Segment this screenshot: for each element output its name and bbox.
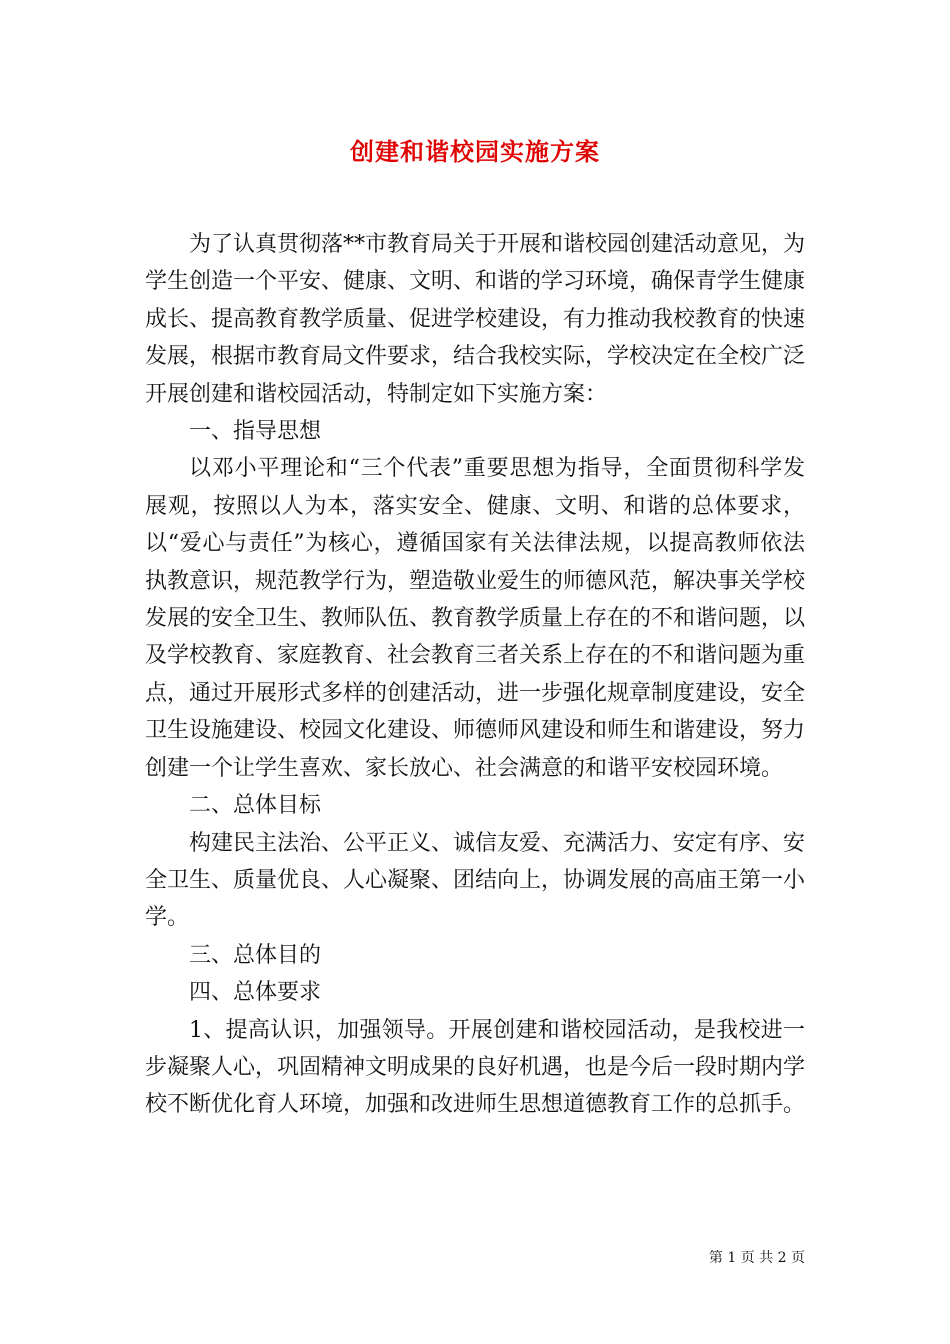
section-2-heading: 二、总体目标 bbox=[189, 793, 322, 819]
section-4-heading: 四、总体要求 bbox=[189, 980, 322, 1006]
section-1-paragraph: 以邓小平理论和“三个代表”重要思想为指导，全面贯彻科学发展观，按照以人为本，落实安全、健康、文明、和谐的总体要求，以“爱心与责任”为核心，遵循国家有关法律法规，以提高教师依法执教意识，规范教学行为，塑造敬业爱生的师德风范，解决事关学校发展的安全卫生、教师队伍、教育教学质量上存在的不和谐问题，以及学校教育、家庭教育、社会教育三者关系上存在的不和谐问题为重点，通过开展形式多样的创建活动，进一步强化规章制度建设，安全卫生设施建设、校园文化建设、师德师风建设和师生和谐建设，努力创建一个让学生喜欢、家长放心、社会满意的和谐平安校园环境。 bbox=[145, 456, 806, 781]
section-2-paragraph: 构建民主法治、公平正义、诚信友爱、充满活力、安定有序、安全卫生、质量优良、人心凝聚、团结向上，协调发展的高庙王第一小学。 bbox=[145, 830, 806, 931]
page-number-footer: 第 1 页 共 2 页 bbox=[708, 1250, 805, 1266]
document-title: 创建和谐校园实施方案 bbox=[350, 137, 600, 166]
section-4-item-1-paragraph: 1、提高认识，加强领导。开展创建和谐校园活动，是我校进一步凝聚人心，巩固精神文明成果的良好机遇，也是今后一段时期内学校不断优化育人环境，加强和改进师生思想道德教育工作的总抓手。 bbox=[145, 1017, 806, 1118]
intro-paragraph: 为了认真贯彻落**市教育局关于开展和谐校园创建活动意见，为学生创造一个平安、健康、文明、和谐的学习环境，确保青学生健康成长、提高教育教学质量、促进学校建设，有力推动我校教育的快速发展，根据市教育局文件要求，结合我校实际，学校决定在全校广泛开展创建和谐校园活动，特制定如下实施方案： bbox=[145, 232, 806, 407]
document-body bbox=[145, 226, 805, 1124]
section-1-heading: 一、指导思想 bbox=[189, 419, 322, 445]
section-3-heading: 三、总体目的 bbox=[189, 942, 322, 968]
